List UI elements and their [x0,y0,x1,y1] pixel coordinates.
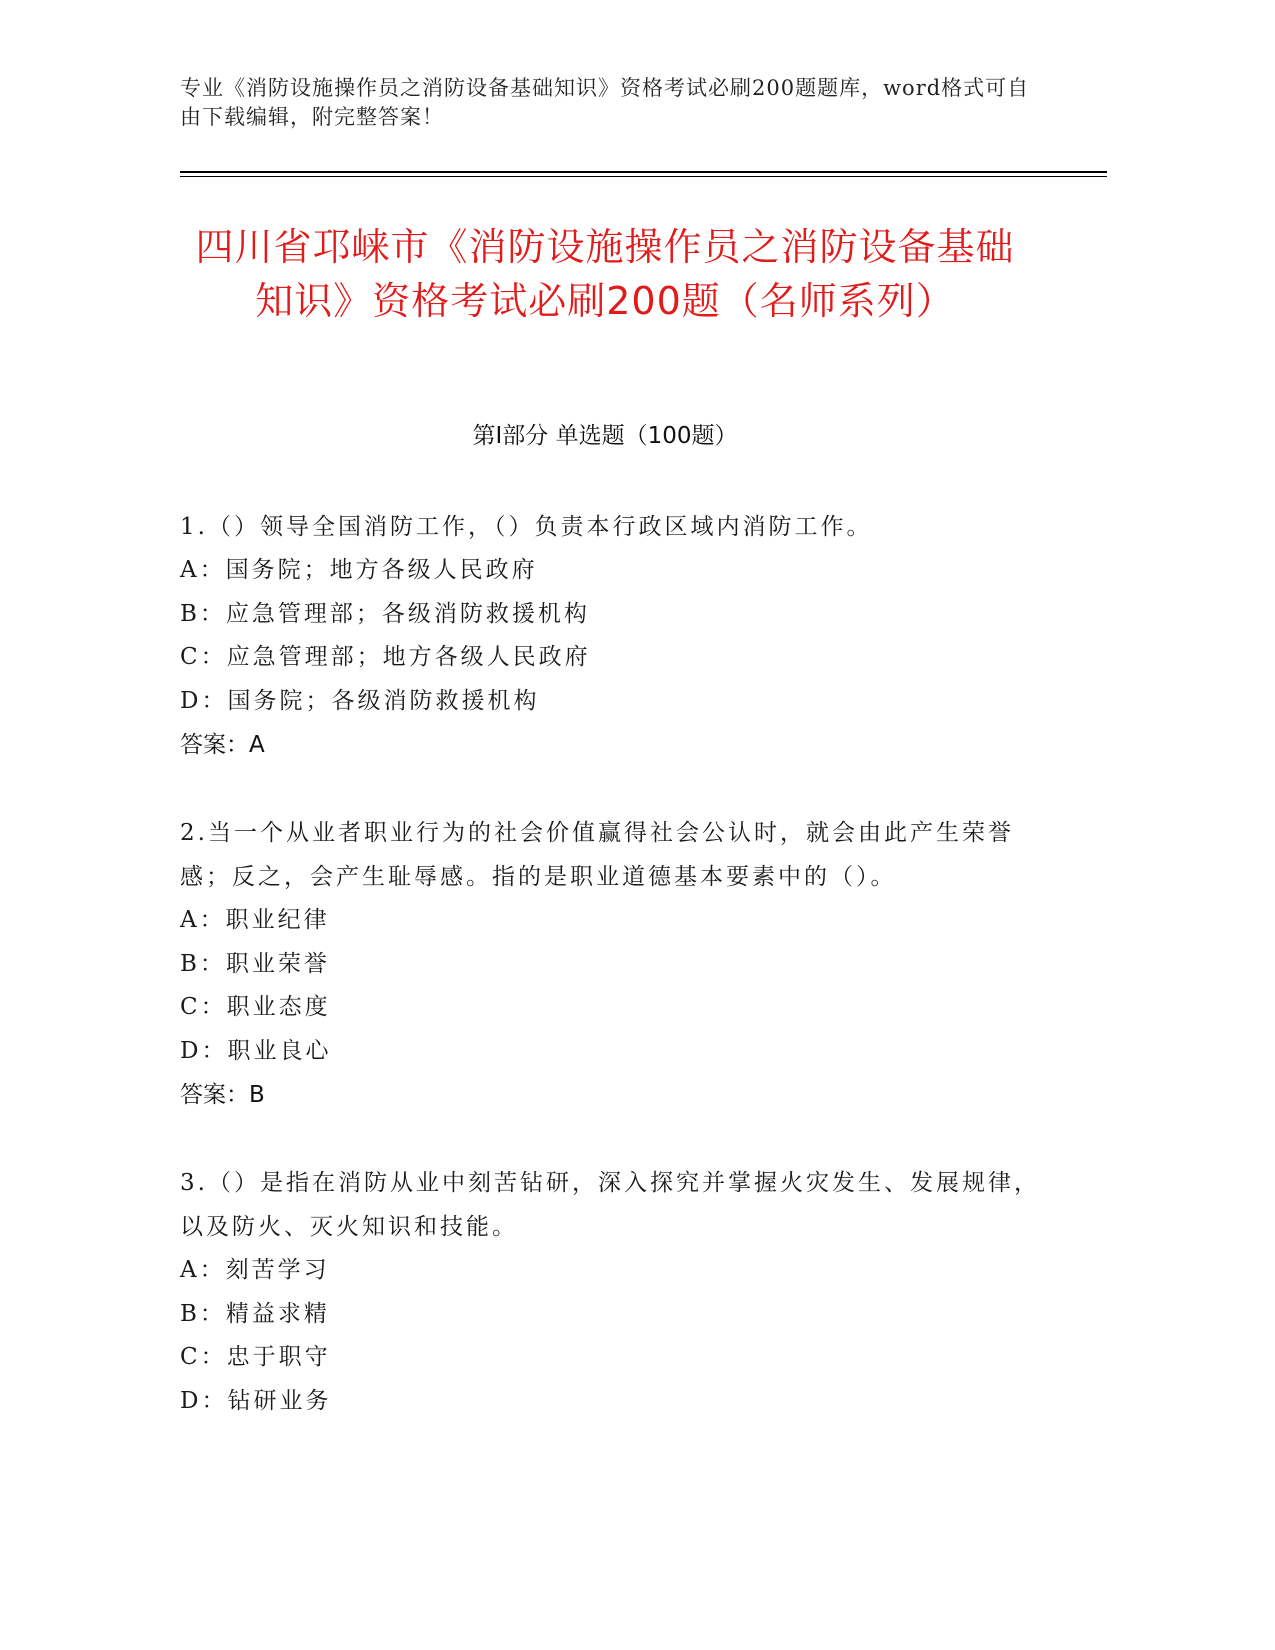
header-note: 专业《消防设施操作员之消防设备基础知识》资格考试必刷200题题库，word格式可自由下载编辑，附完整答案！ [180,76,1030,129]
option-b: B：职业荣誉 [180,950,330,977]
question-1 [180,505,1040,767]
answer-line: 答案：A [180,732,265,758]
section-title: 第Ⅰ部分 单选题（100题） [472,423,738,449]
option-c: C：忠于职守 [180,1344,331,1370]
option-a: A：国务院；地方各级人民政府 [180,557,538,583]
question-stem: 1.（）领导全国消防工作，（）负责本行政区域内消防工作。 [180,514,873,540]
question-stem: 3.（）是指在消防从业中刻苦钻研，深入探究并掌握火灾发生、发展规律，以及防火、灭火知识和技能。 [180,1170,1040,1240]
option-b: B：应急管理部；各级消防救援机构 [180,600,590,627]
option-a: A：职业纪律 [180,907,330,933]
option-c: C：职业态度 [180,994,331,1020]
option-d: D：国务院；各级消防救援机构 [180,687,540,714]
option-b: B：精益求精 [180,1300,330,1327]
answer-line: 答案：B [180,1082,265,1108]
document-title: 四川省邛崃市《消防设施操作员之消防设备基础知识》资格考试必刷200题（名师系列） [195,225,1015,323]
question-stem: 2.当一个从业者职业行为的社会价值赢得社会公认时，就会由此产生荣誉感；反之，会产生耻辱感。指的是职业道德基本要素中的（）。 [180,820,1014,890]
question-3 [180,1161,1040,1423]
question-list [180,505,1040,1467]
question-2 [180,811,1040,1117]
option-a: A：刻苦学习 [180,1257,330,1283]
option-c: C：应急管理部；地方各级人民政府 [180,644,591,670]
header-rule-thick [180,171,1107,173]
header-rule-thin [180,176,1107,177]
option-d: D：职业良心 [180,1037,332,1064]
option-d: D：钻研业务 [180,1387,332,1414]
